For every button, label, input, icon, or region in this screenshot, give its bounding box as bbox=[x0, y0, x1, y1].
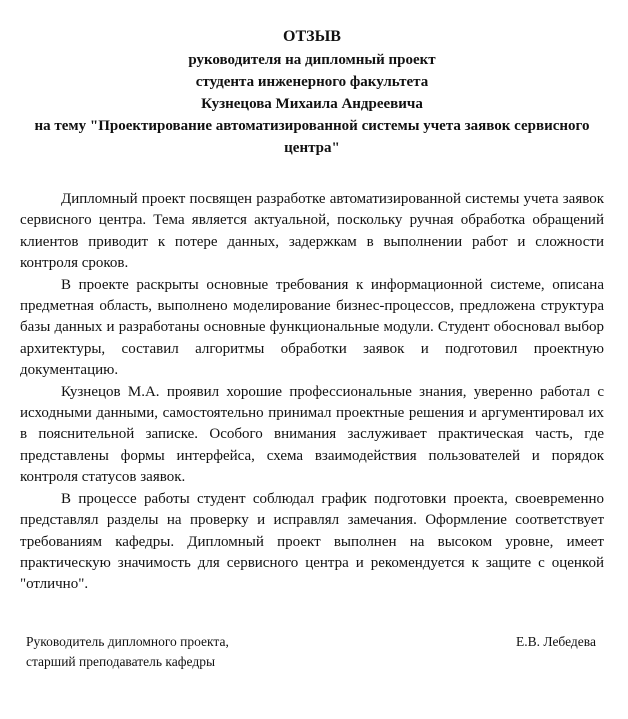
signatory-role bbox=[26, 632, 326, 672]
header-line-topic-end: центра" bbox=[284, 140, 340, 156]
signatory-name: Е.В. Лебедева bbox=[516, 634, 596, 649]
document-header bbox=[20, 26, 604, 159]
header-line-supervisor: руководителя на дипломный проект bbox=[188, 52, 436, 68]
header-line-faculty: студента инженерного факультета bbox=[195, 74, 429, 90]
paragraph-1: Дипломный проект посвящен разработке автоматизированной системы учета заявок сервисного центра. Тема является актуальной, поскольку ручная обработка обращений клиентов приводит к потере данных, задержкам в выполнении работ и сложности контроля сроков. bbox=[20, 191, 604, 272]
paragraph-3: Кузнецов М.А. проявил хорошие профессиональные знания, уверенно работал с исходными данными, самостоятельно принимал проектные решения и аргументировал их в пояснительной записке. Особого внимания заслуживает практическая часть, где представлены формы интерфейса, схема взаимодействия пользователей и порядок контроля статусов заявок. bbox=[20, 383, 604, 486]
header-line-student-name: Кузнецова Михаила Андреевича bbox=[201, 96, 423, 112]
header-line-topic: на тему "Проектирование автоматизированной системы учета заявок сервисного bbox=[34, 118, 590, 134]
paragraph-4: В процессе работы студент соблюдал график подготовки проекта, своевременно представлял разделы на проверку и исправлял замечания. Оформление соответствует требованиям кафедры. Дипломный проект выполнен на высоком уровне, имеет практическую значимость для сервисного центра и рекомендуется к защите с оценкой "отлично". bbox=[20, 490, 604, 593]
paragraph-2: В проекте раскрыты основные требования к информационной системе, описана предметная область, выполнено моделирование бизнес-процессов, предложена структура базы данных и разработаны основные функциональные модули. Студент обосновал выбор архитектуры, составил алгоритмы обработки заявок и подготовил проектную документацию. bbox=[20, 276, 604, 379]
signatory-role-line1: Руководитель дипломного проекта, bbox=[26, 634, 229, 649]
document-body bbox=[20, 189, 604, 596]
document-title: ОТЗЫВ bbox=[283, 28, 341, 45]
signatory-role-line2: старший преподаватель кафедры bbox=[26, 654, 216, 669]
